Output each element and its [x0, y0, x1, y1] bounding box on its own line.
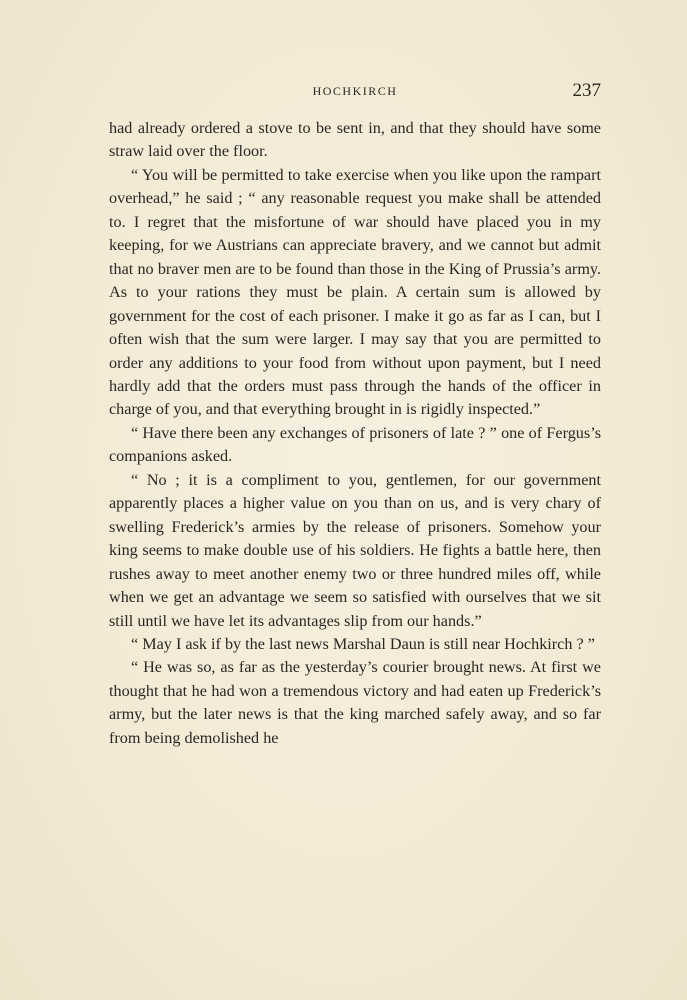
- running-head: [109, 80, 601, 104]
- paragraph-continuation: had already ordered a stove to be sent in, and that they should have some straw laid over the floor.: [109, 119, 601, 161]
- paragraph-daun-question: “ May I ask if by the last news Marshal Daun is still near Hochkirch ? ”: [131, 634, 595, 653]
- page-number: 237: [572, 80, 601, 101]
- paragraph-exchange-answer: “ No ; it is a compliment to you, gentlemen, for our government apparently places a higher value on you than on us, and is very chary of swelling Frederick’s armies by the release of prisoners. Somehow your king seems to make double use of his soldiers. He fights a battle here, then rushes away to meet another enemy two or three hundred miles off, while when we get an advantage we seem so satisfied with ourselves that we sit still until we have let its advantages slip from our hands.”: [109, 470, 601, 630]
- body-text: [109, 117, 601, 750]
- paragraph-jailer-speech: “ You will be permitted to take exercise when you like upon the rampart overhead,” he said ; “ any reasonable request you make shall be attended to. I regret that the misfortune of war should have placed you in my keeping, for we Austrians can appreciate bravery, and we cannot but admit that no braver men are to be found than those in the King of Prussia’s army. As to your rations they must be plain. A certain sum is allowed by government for the cost of each prisoner. I make it go as far as I can, but I often wish that the sum were larger. I may say that you are permitted to order any additions to your food from without upon payment, but I need hardly add that the orders must pass through the hands of the officer in charge of you, and that everything brought in is rigidly inspected.”: [109, 165, 601, 419]
- running-title: HOCHKIRCH: [312, 84, 398, 98]
- paragraph-exchange-question: “ Have there been any exchanges of prisoners of late ? ” one of Fergus’s companions asked.: [109, 423, 601, 466]
- paragraph-courier-news: “ He was so, as far as the yesterday’s courier brought news. At first we thought that he had won a tremendous victory and had eaten up Frederick’s army, but the later news is that the king marched safely away, and so far from being demolished he: [109, 658, 601, 747]
